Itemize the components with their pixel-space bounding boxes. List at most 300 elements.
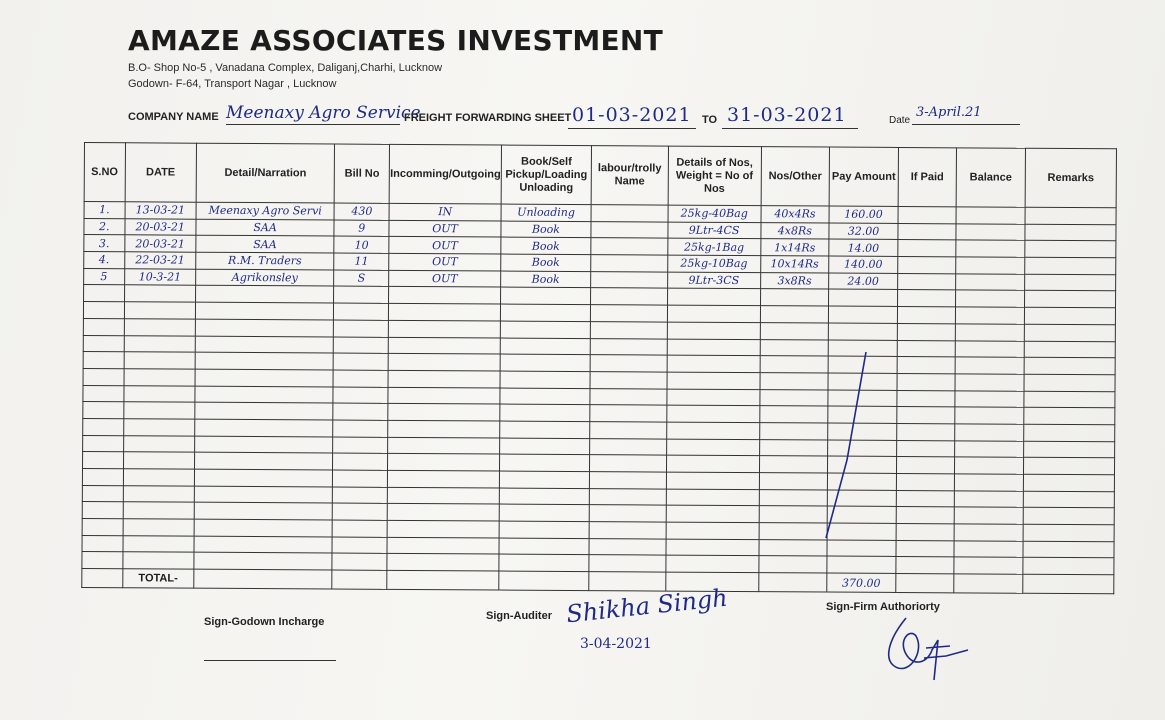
cell-io xyxy=(389,337,501,354)
cell-paid xyxy=(896,457,954,474)
cell-nos xyxy=(759,523,827,540)
cell-mode: Book xyxy=(501,271,591,288)
cell-date xyxy=(124,352,196,369)
cell-amount xyxy=(828,323,897,340)
cell-date: 13-03-21 xyxy=(125,202,197,219)
cell-amount xyxy=(828,440,897,457)
cell-sno xyxy=(82,485,123,502)
cell-balance xyxy=(955,324,1024,341)
cell-date xyxy=(123,485,195,502)
cell-balance xyxy=(954,474,1023,491)
cell-bill xyxy=(333,453,388,470)
to-label: TO xyxy=(702,114,718,126)
cell-io xyxy=(388,387,500,404)
cell-detail: Meenaxy Agro Servi xyxy=(196,202,334,220)
cell-labour xyxy=(589,522,666,539)
cell-labour xyxy=(591,271,668,288)
total-cell-io xyxy=(387,570,499,590)
cell-nos: 4x8Rs xyxy=(761,222,829,239)
cell-detail xyxy=(195,336,333,354)
cell-balance xyxy=(955,440,1024,457)
cell-paid xyxy=(897,290,955,307)
cell-remarks xyxy=(1024,424,1115,441)
cell-detail xyxy=(194,519,332,537)
cell-sno: 5 xyxy=(84,268,125,285)
cell-weight xyxy=(666,539,759,556)
cell-remarks xyxy=(1025,257,1116,274)
cell-amount xyxy=(827,523,896,540)
cell-remarks xyxy=(1024,307,1115,324)
cell-nos: 40x4Rs xyxy=(761,206,829,223)
cell-weight xyxy=(667,289,760,306)
cell-nos xyxy=(759,539,827,556)
cell-labour xyxy=(590,305,667,322)
branch-address: B.O- Shop No-5 , Vanadana Complex, Daliganj,Charhi, Lucknow xyxy=(128,62,443,74)
cell-date xyxy=(123,402,195,419)
cell-weight xyxy=(666,472,759,489)
cell-amount: 14.00 xyxy=(829,239,898,256)
cell-io xyxy=(388,487,500,504)
cell-mode xyxy=(499,554,589,571)
cell-balance xyxy=(955,424,1024,441)
cell-labour xyxy=(590,438,667,455)
cell-nos xyxy=(759,473,827,490)
cell-balance xyxy=(956,274,1025,291)
cell-paid xyxy=(897,340,955,357)
cell-paid xyxy=(897,307,955,324)
cell-date xyxy=(123,535,195,552)
cell-balance xyxy=(955,290,1024,307)
cell-nos xyxy=(759,556,827,573)
freight-table xyxy=(81,142,1117,594)
cell-remarks xyxy=(1023,491,1114,508)
cell-sno xyxy=(83,402,124,419)
cell-weight xyxy=(666,455,759,472)
cell-io xyxy=(388,370,500,387)
cell-labour xyxy=(590,355,667,372)
cell-sno xyxy=(83,335,124,352)
cell-remarks xyxy=(1024,441,1115,458)
cell-mode xyxy=(500,354,590,371)
cell-bill xyxy=(333,337,388,354)
cell-remarks xyxy=(1024,341,1115,358)
cell-labour xyxy=(590,405,667,422)
cell-remarks xyxy=(1024,374,1115,391)
sheet-label: FREIGHT FORWARDING SHEET xyxy=(404,112,572,124)
cell-remarks xyxy=(1023,558,1114,575)
cell-detail xyxy=(195,319,333,337)
cell-paid xyxy=(896,540,954,557)
from-date: 01-03-2021 xyxy=(572,104,692,126)
cell-mode xyxy=(500,338,590,355)
cell-labour xyxy=(591,255,668,272)
company-name-label: COMPANY NAME xyxy=(128,111,219,123)
cell-bill xyxy=(332,537,387,554)
cell-bill xyxy=(332,553,387,570)
cell-weight xyxy=(667,339,760,356)
cell-io xyxy=(387,537,499,554)
cell-paid xyxy=(896,557,954,574)
cell-remarks xyxy=(1025,241,1116,258)
from-date-underline xyxy=(568,128,696,129)
cell-mode xyxy=(500,304,590,321)
total-cell-detail xyxy=(194,569,332,589)
cell-nos xyxy=(760,306,828,323)
cell-nos xyxy=(759,423,827,440)
cell-sno xyxy=(83,352,124,369)
cell-date: 22-03-21 xyxy=(124,252,196,269)
cell-io: OUT xyxy=(389,237,501,254)
cell-labour xyxy=(591,288,668,305)
godown-sign-label: Sign-Godown Incharge xyxy=(204,616,325,628)
cell-date xyxy=(123,469,195,486)
cell-balance xyxy=(955,357,1024,374)
cell-detail: Agrikonsley xyxy=(196,269,334,287)
date-label: Date xyxy=(889,115,911,126)
cell-labour xyxy=(590,338,667,355)
cell-detail xyxy=(194,503,332,521)
cell-balance xyxy=(956,240,1025,257)
date-value: 3-April.21 xyxy=(916,105,982,120)
to-date-underline xyxy=(722,128,858,129)
cell-paid xyxy=(897,357,955,374)
cell-weight: 25kg-10Bag xyxy=(667,255,760,272)
cell-date xyxy=(124,285,196,302)
cell-mode xyxy=(499,504,589,521)
cell-mode xyxy=(500,321,590,338)
cell-date xyxy=(123,519,195,536)
table-body xyxy=(82,202,1116,594)
cell-amount: 24.00 xyxy=(829,273,898,290)
cell-remarks xyxy=(1024,357,1115,374)
cell-amount xyxy=(829,289,898,306)
cell-sno xyxy=(83,435,124,452)
cell-weight: 9Ltr-4CS xyxy=(668,222,761,239)
cell-amount xyxy=(827,490,896,507)
col-detail: Detail/Narration xyxy=(196,143,335,203)
cell-amount xyxy=(827,473,896,490)
total-cell-nos xyxy=(758,573,826,592)
cell-detail: SAA xyxy=(196,219,334,237)
cell-balance xyxy=(956,257,1025,274)
firm-authority-signature xyxy=(876,610,976,700)
to-date: 31-03-2021 xyxy=(727,104,847,126)
total-label: TOTAL- xyxy=(122,569,194,588)
cell-labour xyxy=(590,422,667,439)
cell-mode: Book xyxy=(501,237,591,254)
cell-balance xyxy=(955,390,1024,407)
col-bill-no: Bill No xyxy=(334,144,389,203)
cell-paid xyxy=(898,223,956,240)
cell-bill: 9 xyxy=(334,220,389,237)
cell-remarks xyxy=(1025,207,1116,224)
cell-weight xyxy=(666,522,759,539)
cell-bill xyxy=(333,370,388,387)
cell-io: OUT xyxy=(389,220,501,237)
cell-labour xyxy=(591,205,668,222)
cell-weight xyxy=(667,372,760,389)
cell-bill xyxy=(333,353,388,370)
cell-detail: R.M. Traders xyxy=(196,252,334,270)
cell-io xyxy=(389,320,501,337)
cell-paid xyxy=(896,473,954,490)
col-weight: Details of Nos, Weight = No of Nos xyxy=(668,146,761,206)
cell-detail xyxy=(195,402,333,420)
cell-sno: 2. xyxy=(84,218,125,235)
cell-labour xyxy=(589,472,666,489)
cell-amount: 160.00 xyxy=(829,206,898,223)
cell-weight xyxy=(666,439,759,456)
cell-nos xyxy=(760,322,828,339)
cell-mode xyxy=(500,421,590,438)
cell-io xyxy=(388,437,500,454)
cell-labour xyxy=(591,238,668,255)
total-cell-mode xyxy=(499,571,589,591)
cell-weight xyxy=(666,405,759,422)
cell-weight xyxy=(666,555,759,572)
cell-paid xyxy=(898,240,956,257)
cell-detail xyxy=(195,452,333,470)
cell-weight xyxy=(667,322,760,339)
total-cell-paid xyxy=(896,574,954,593)
cell-io xyxy=(388,420,500,437)
table-header-row xyxy=(84,143,1116,208)
cell-remarks xyxy=(1024,324,1115,341)
cell-nos: 10x14Rs xyxy=(760,256,828,273)
godown-sign-line xyxy=(204,660,336,661)
total-cell-bill xyxy=(332,570,387,589)
cell-paid xyxy=(897,323,955,340)
total-cell-balance xyxy=(954,574,1023,593)
cell-balance xyxy=(954,491,1023,508)
cell-paid xyxy=(896,524,954,541)
cell-balance xyxy=(954,507,1023,524)
cell-io xyxy=(388,504,500,521)
cell-balance xyxy=(955,407,1024,424)
cell-detail xyxy=(194,553,332,571)
cell-date xyxy=(123,435,195,452)
cell-amount xyxy=(827,506,896,523)
cell-amount: 32.00 xyxy=(829,223,898,240)
cell-io xyxy=(387,520,499,537)
cell-detail xyxy=(194,469,332,487)
cell-nos xyxy=(760,389,828,406)
cell-io: OUT xyxy=(389,253,501,270)
cell-weight xyxy=(667,389,760,406)
col-incoming-outgoing: Incomming/Outgoing xyxy=(389,144,501,204)
cell-amount xyxy=(828,390,897,407)
cell-sno: 4. xyxy=(84,252,125,269)
cell-weight: 25kg-40Bag xyxy=(668,205,761,222)
cell-amount xyxy=(828,340,897,357)
cell-mode xyxy=(500,438,590,455)
cell-remarks xyxy=(1025,224,1116,241)
cell-paid xyxy=(897,373,955,390)
cell-bill xyxy=(333,387,388,404)
cell-date: 10-3-21 xyxy=(124,268,196,285)
cell-labour xyxy=(589,555,666,572)
cell-sno xyxy=(82,552,123,569)
cell-paid xyxy=(897,423,955,440)
cell-mode: Book xyxy=(501,221,591,238)
cell-paid xyxy=(898,206,956,223)
cell-bill xyxy=(333,487,388,504)
cell-nos xyxy=(760,406,828,423)
cell-io xyxy=(388,454,500,471)
cell-detail xyxy=(195,302,333,320)
cell-paid xyxy=(896,490,954,507)
cell-bill xyxy=(334,303,389,320)
cell-bill xyxy=(333,437,388,454)
date-underline xyxy=(912,124,1020,125)
godown-address: Godown- F-64, Transport Nagar , Lucknow xyxy=(128,78,337,90)
cell-detail xyxy=(195,419,333,437)
cell-remarks xyxy=(1023,458,1114,475)
cell-mode xyxy=(500,287,590,304)
cell-labour xyxy=(591,221,668,238)
cell-nos xyxy=(759,456,827,473)
total-cell-remarks xyxy=(1023,574,1114,594)
col-if-paid: If Paid xyxy=(898,147,956,206)
cell-labour xyxy=(590,388,667,405)
cell-labour xyxy=(590,371,667,388)
cell-bill: S xyxy=(334,270,389,287)
cell-date xyxy=(123,419,195,436)
cell-io xyxy=(388,470,500,487)
cell-mode xyxy=(499,471,589,488)
cell-bill: 10 xyxy=(334,236,389,253)
cell-nos xyxy=(759,489,827,506)
cell-labour xyxy=(590,455,667,472)
cell-detail xyxy=(195,386,333,404)
cell-date: 20-03-21 xyxy=(124,235,196,252)
cell-weight xyxy=(667,355,760,372)
cell-mode xyxy=(500,404,590,421)
cell-weight: 25kg-1Bag xyxy=(667,238,760,255)
cell-remarks xyxy=(1023,541,1114,558)
cell-labour xyxy=(589,505,666,522)
col-labour: labour/trolly Name xyxy=(591,146,668,205)
cell-remarks xyxy=(1023,524,1114,541)
cell-nos xyxy=(760,339,828,356)
cell-bill xyxy=(334,286,389,303)
cell-io xyxy=(388,404,500,421)
col-sno: S.NO xyxy=(84,143,125,202)
cell-nos xyxy=(759,439,827,456)
cell-mode xyxy=(499,521,589,538)
cell-sno xyxy=(83,452,124,469)
cell-date xyxy=(123,502,195,519)
cell-labour xyxy=(589,488,666,505)
cell-date xyxy=(124,335,196,352)
cell-amount xyxy=(828,356,897,373)
cell-sno xyxy=(83,418,124,435)
cell-amount xyxy=(827,556,896,573)
cell-bill: 11 xyxy=(334,253,389,270)
cell-weight xyxy=(666,505,759,522)
cell-remarks xyxy=(1025,274,1116,291)
cell-paid xyxy=(897,440,955,457)
cell-mode: Unloading xyxy=(501,204,591,221)
cell-date xyxy=(124,302,196,319)
cell-sno xyxy=(82,502,123,519)
cell-bill xyxy=(333,403,388,420)
col-book-pickup: Book/Self Pickup/Loading Unloading xyxy=(501,145,591,205)
cell-mode xyxy=(500,388,590,405)
cell-balance xyxy=(956,207,1025,224)
cell-paid xyxy=(898,257,956,274)
cell-detail xyxy=(194,486,332,504)
cell-date xyxy=(124,369,196,386)
cell-labour xyxy=(590,321,667,338)
col-remarks: Remarks xyxy=(1025,148,1116,208)
cell-balance xyxy=(956,224,1025,241)
cell-sno xyxy=(83,368,124,385)
cell-date xyxy=(124,319,196,336)
company-name-underline xyxy=(226,124,400,125)
cell-date xyxy=(122,552,194,569)
cell-bill xyxy=(332,520,387,537)
cell-paid xyxy=(897,390,955,407)
cell-paid xyxy=(897,407,955,424)
cell-weight xyxy=(667,305,760,322)
cell-io: OUT xyxy=(389,270,501,287)
col-pay-amount: Pay Amount xyxy=(829,147,898,206)
cell-weight xyxy=(666,489,759,506)
cell-io xyxy=(389,287,501,304)
cell-mode xyxy=(499,454,589,471)
firm-name: AMAZE ASSOCIATES INVESTMENT xyxy=(128,24,664,57)
cell-sno xyxy=(84,285,125,302)
cell-detail xyxy=(195,369,333,387)
cell-sno xyxy=(83,385,124,402)
total-amount: 370.00 xyxy=(827,573,896,592)
cell-amount: 140.00 xyxy=(829,256,898,273)
cell-nos xyxy=(759,506,827,523)
cell-amount xyxy=(828,456,897,473)
cell-mode xyxy=(500,371,590,388)
cell-date xyxy=(123,452,195,469)
col-balance: Balance xyxy=(956,148,1025,207)
cell-amount xyxy=(828,423,897,440)
total-cell-sno xyxy=(82,569,123,588)
cell-detail: SAA xyxy=(196,236,334,254)
cell-detail xyxy=(195,436,333,454)
cell-sno xyxy=(83,302,124,319)
cell-mode xyxy=(499,488,589,505)
cell-mode: Book xyxy=(501,254,591,271)
cell-amount xyxy=(827,540,896,557)
cell-remarks xyxy=(1024,391,1115,408)
total-cell-labour xyxy=(589,572,666,591)
cell-bill: 430 xyxy=(334,203,389,220)
cell-remarks xyxy=(1024,407,1115,424)
cell-sno xyxy=(82,519,123,536)
cell-detail xyxy=(194,536,332,554)
cell-balance xyxy=(954,541,1023,558)
cell-weight: 9Ltr-3CS xyxy=(667,272,760,289)
cell-detail xyxy=(195,352,333,370)
cell-balance xyxy=(955,374,1024,391)
cell-nos xyxy=(760,373,828,390)
cell-sno xyxy=(82,468,123,485)
auditor-sign-date: 3-04-2021 xyxy=(580,636,652,652)
cell-labour xyxy=(589,538,666,555)
cell-remarks xyxy=(1023,474,1114,491)
cell-remarks xyxy=(1024,291,1115,308)
cell-sno xyxy=(82,535,123,552)
cell-balance xyxy=(954,557,1023,574)
